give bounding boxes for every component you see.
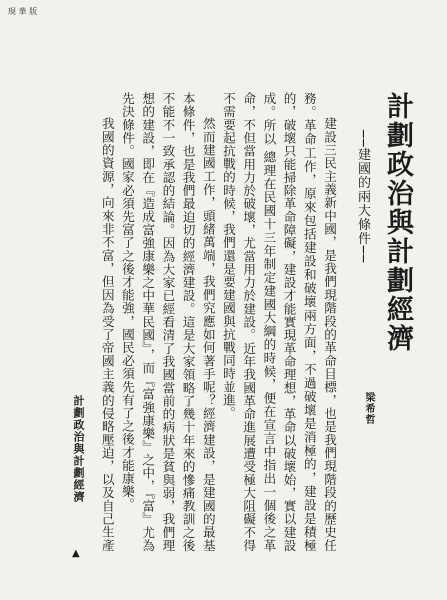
paragraph: 建設三民主義新中國，是我們現階段的革命目標，也是我們現階段的歷史任務。革命工作，原來包括建設和破壞兩方面，不過破壞是消極的，建設是積極的，破壞只能掃除革命障礙，建設才能實現革命理想，革命以破壞始，實以建設成。所以 總理在民國十三年制定建國大綱的時候，便在宣言中指出一個後之革命，不但當用力於破壞，尤當用力於建設。近年我國革命進展遭受極大阻礙不得不需要起抗戰的時候，我們還是要建國與抗戰同時並進。 [220,92,337,552]
article-title: 計劃政治與計劃經濟 [382,92,413,353]
article-body [99,92,339,552]
footer-triangle-mark: ▲ [72,548,80,559]
running-footer-title: 計劃政治與計劃經濟 [72,395,85,503]
paragraph: 我國的資源，向來非不富，但因為受了帝國主義的侵略壓迫，以及自己生產 [99,117,115,552]
page-stamp: 現 華 版 [8,7,38,16]
paragraph: 然而建國工作，頭緒萬端，我們究應如何著手呢？經濟建設，是建國的最基本條件，也是我們最迫切的經濟建設。這是大家領略了幾十年來的慘痛教訓之後不能不一致承認的結論。因為大家已經看清了我國當前的病狀是貧與弱，我們理想的建設，即在『造成富強康樂之中華民國』，而『富強康樂』之中，『富』尤為先決條件。國家必須先富了之後才能強，國民必須先有了之後才能康樂。 [119,92,216,552]
article-author: 梁希哲 [363,392,374,425]
article-subtitle: ──建國的兩大條件── [355,130,370,264]
